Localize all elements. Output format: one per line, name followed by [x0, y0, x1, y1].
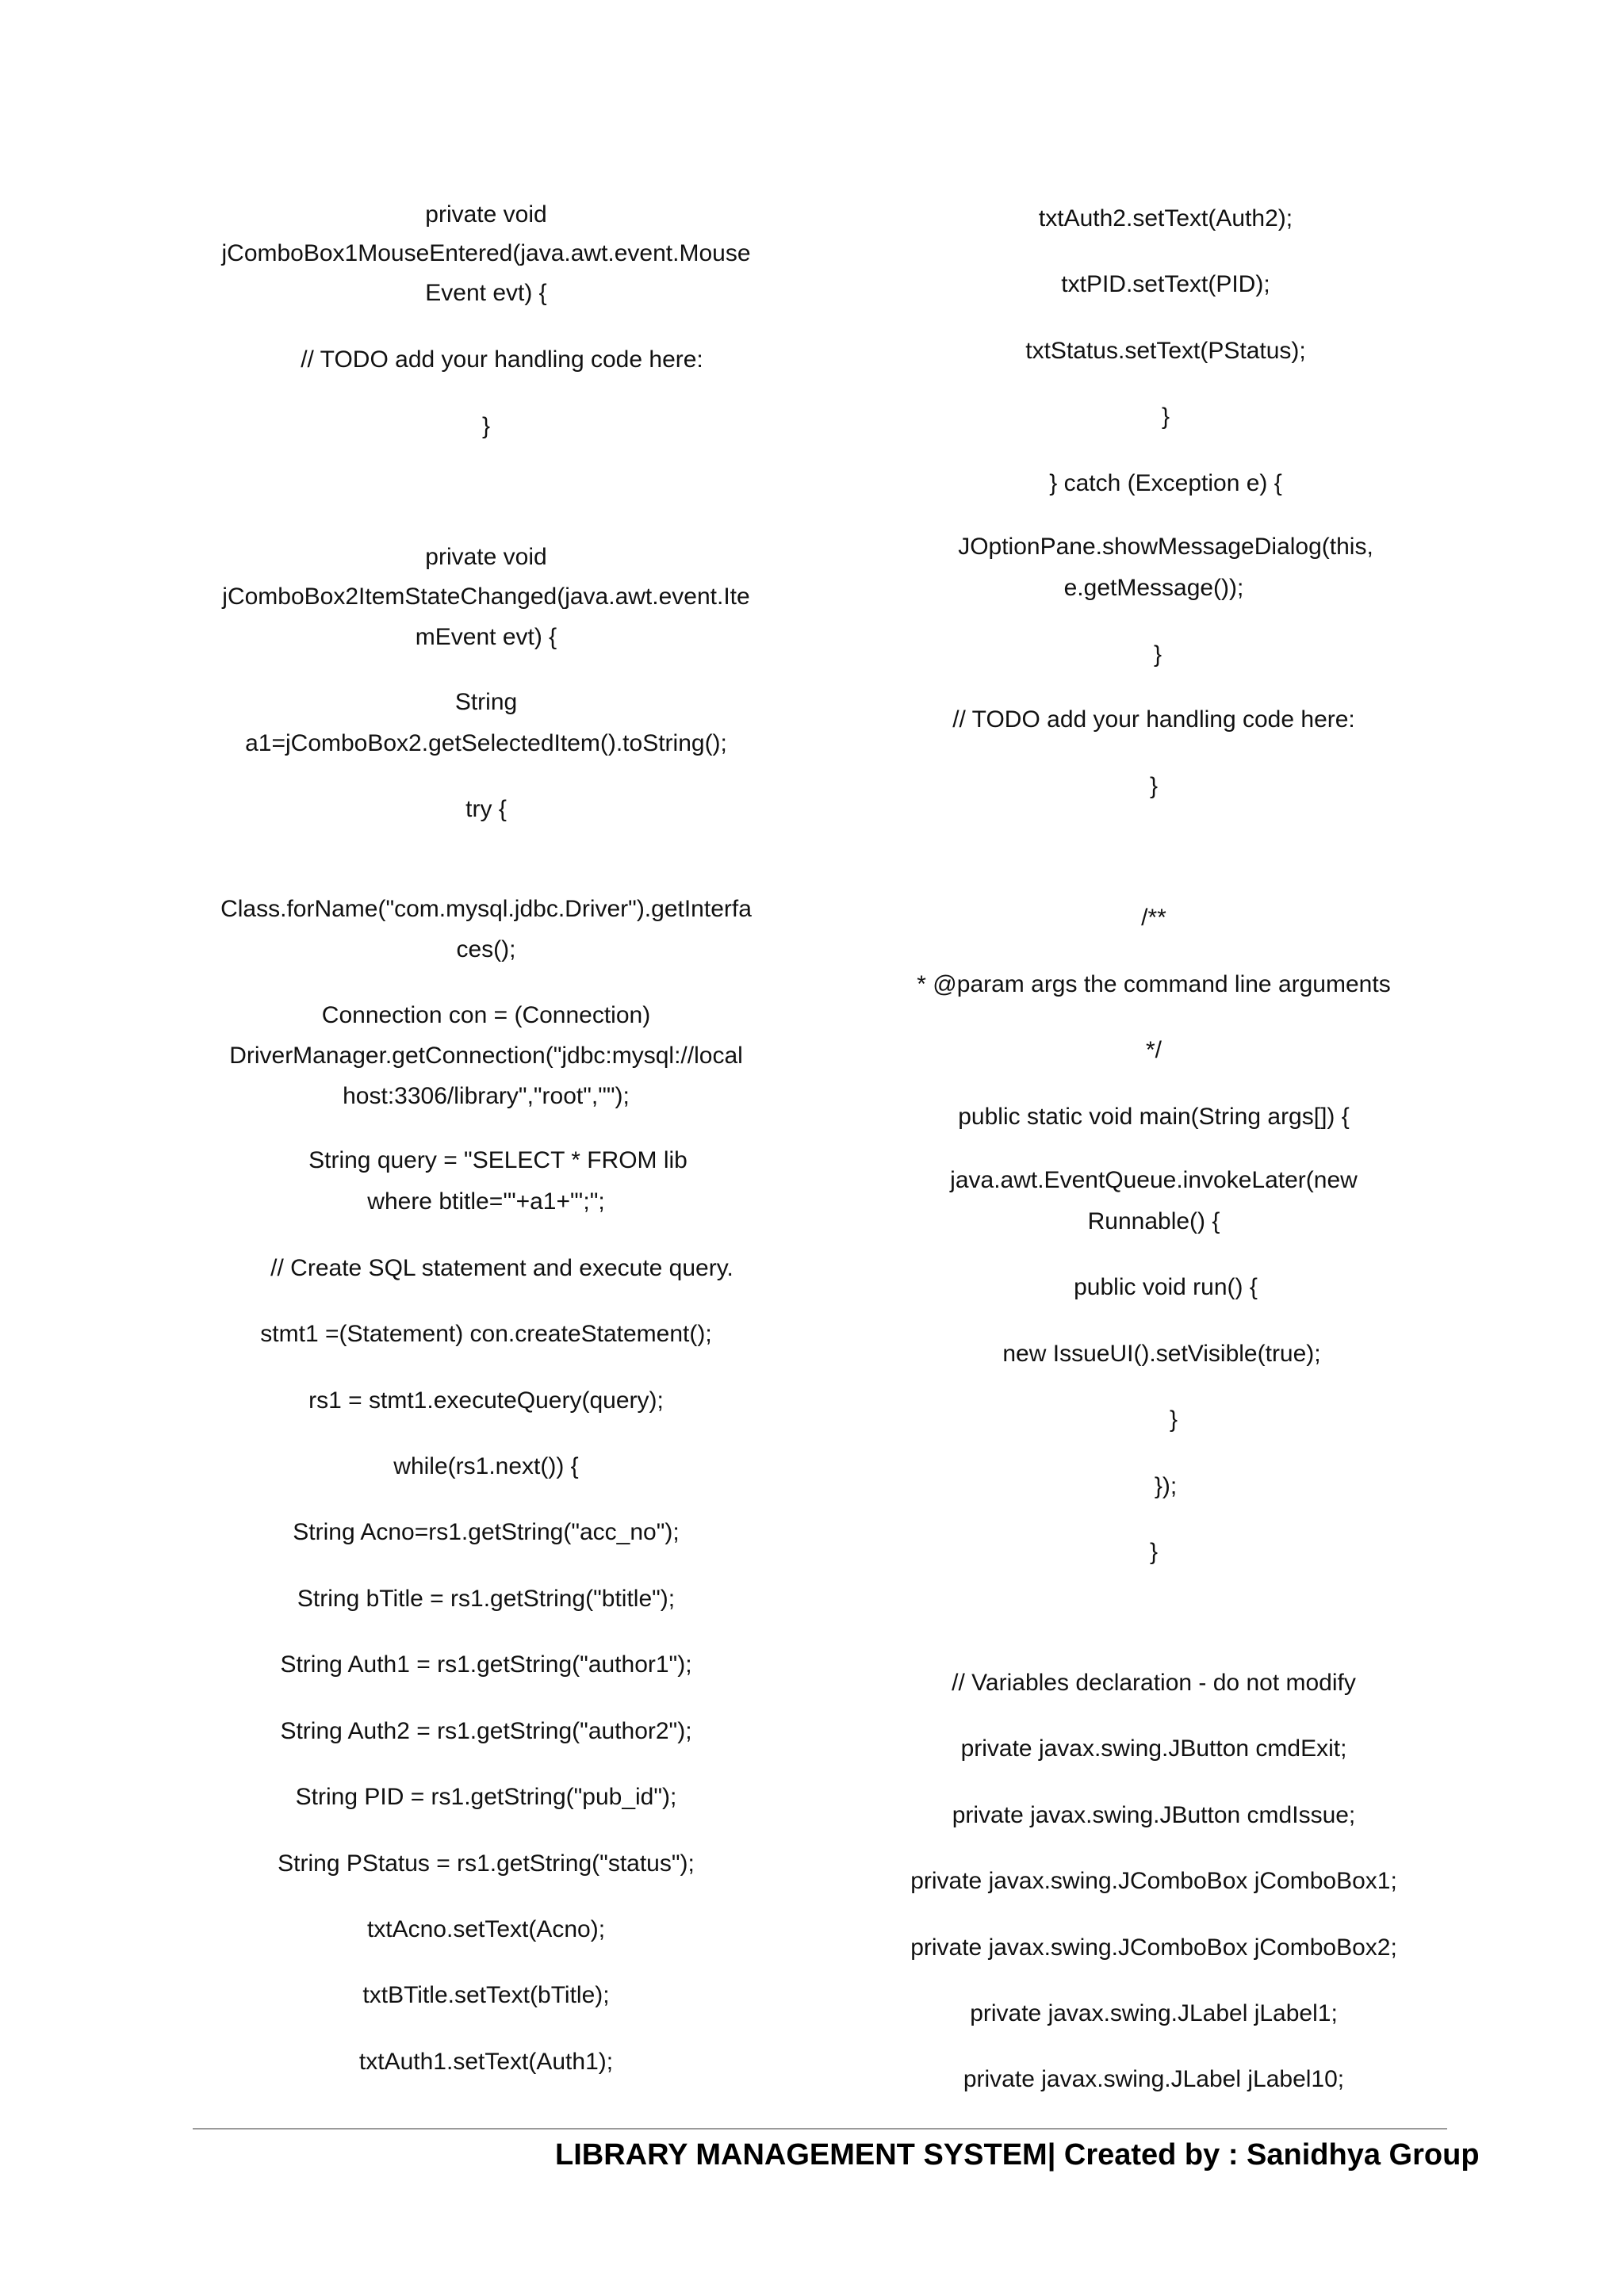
code-line: } catch (Exception e) { — [1049, 470, 1282, 496]
code-comment-line: */ — [1145, 1037, 1162, 1063]
page-footer: LIBRARY MANAGEMENT SYSTEM| Created by : Sanidhya Group — [555, 2138, 1480, 2172]
code-comment-line: // Variables declaration - do not modify — [952, 1670, 1356, 1696]
code-line: a1=jComboBox2.getSelectedItem().toString(); — [245, 730, 727, 756]
code-line: String PID = rs1.getString("pub_id"); — [295, 1784, 677, 1810]
code-line: new IssueUI().setVisible(true); — [1002, 1341, 1321, 1367]
code-line: String bTitle = rs1.getString("btitle"); — [297, 1586, 676, 1612]
code-line: JOptionPane.showMessageDialog(this, — [958, 534, 1373, 560]
code-line: String query = "SELECT * FROM lib — [308, 1147, 688, 1173]
code-line: private javax.swing.JLabel jLabel1; — [970, 2000, 1338, 2026]
code-line: String Auth2 = rs1.getString("author2"); — [280, 1718, 692, 1744]
code-line: String Acno=rs1.getString("acc_no"); — [293, 1519, 680, 1545]
code-line: e.getMessage()); — [1063, 575, 1244, 601]
code-line: txtBTitle.setText(bTitle); — [362, 1982, 610, 2008]
footer-divider — [193, 2128, 1447, 2130]
code-line: private void — [425, 544, 547, 570]
code-line: private javax.swing.JLabel jLabel10; — [963, 2066, 1345, 2092]
code-line: Class.forName("com.mysql.jdbc.Driver").getInterfa — [220, 896, 752, 922]
code-line: } — [1149, 773, 1159, 799]
code-line: rs1 = stmt1.executeQuery(query); — [308, 1387, 664, 1414]
code-line: } — [481, 413, 491, 439]
code-line: } — [1161, 404, 1170, 430]
code-line: txtAuth1.setText(Auth1); — [358, 2049, 614, 2075]
code-line: private javax.swing.JButton cmdIssue; — [952, 1802, 1356, 1828]
code-line: private javax.swing.JButton cmdExit; — [960, 1735, 1347, 1762]
code-line: ces(); — [456, 936, 516, 962]
code-line: Event evt) { — [425, 280, 547, 306]
code-line: java.awt.EventQueue.invokeLater(new — [950, 1167, 1358, 1193]
code-line: where btitle='"+a1+"';"; — [367, 1188, 605, 1215]
code-line: stmt1 =(Statement) con.createStatement(); — [260, 1321, 712, 1347]
code-line: txtAuth2.setText(Auth2); — [1038, 205, 1293, 232]
code-line: String PStatus = rs1.getString("status"); — [278, 1850, 695, 1877]
code-line: jComboBox1MouseEntered(java.awt.event.Mouse — [221, 240, 751, 266]
code-line: private void — [425, 201, 547, 228]
code-line: host:3306/library","root",""); — [343, 1083, 630, 1109]
code-line: } — [1149, 1539, 1159, 1565]
code-line: } — [1169, 1406, 1178, 1433]
code-line: txtStatus.setText(PStatus); — [1025, 338, 1306, 364]
code-line: Runnable() { — [1087, 1208, 1220, 1234]
code-line: } — [1153, 641, 1162, 668]
code-line: }); — [1154, 1473, 1178, 1499]
code-comment-line: // TODO add your handling code here: — [952, 706, 1355, 733]
code-line: DriverManager.getConnection("jdbc:mysql://local — [229, 1043, 743, 1069]
code-line: txtAcno.setText(Acno); — [366, 1916, 606, 1942]
code-line: String — [454, 689, 518, 715]
code-line: private javax.swing.JComboBox jComboBox2; — [910, 1934, 1397, 1961]
code-line: while(rs1.next()) { — [393, 1453, 579, 1479]
code-comment-line: // TODO add your handling code here: — [301, 346, 703, 373]
code-comment-line: /** — [1141, 905, 1166, 931]
code-line: public static void main(String args[]) { — [958, 1104, 1350, 1130]
code-line: txtPID.setText(PID); — [1061, 271, 1270, 297]
code-line: Connection con = (Connection) — [321, 1002, 651, 1028]
code-line: public void run() { — [1074, 1274, 1258, 1300]
code-line: try { — [465, 796, 507, 822]
code-line: String Auth1 = rs1.getString("author1"); — [280, 1651, 692, 1678]
code-comment-line: * @param args the command line arguments — [917, 971, 1391, 997]
code-line: mEvent evt) { — [415, 624, 557, 650]
code-line: private javax.swing.JComboBox jComboBox1; — [910, 1868, 1397, 1894]
code-line: jComboBox2ItemStateChanged(java.awt.event.Ite — [222, 584, 750, 610]
code-comment-line: // Create SQL statement and execute query. — [270, 1255, 733, 1281]
